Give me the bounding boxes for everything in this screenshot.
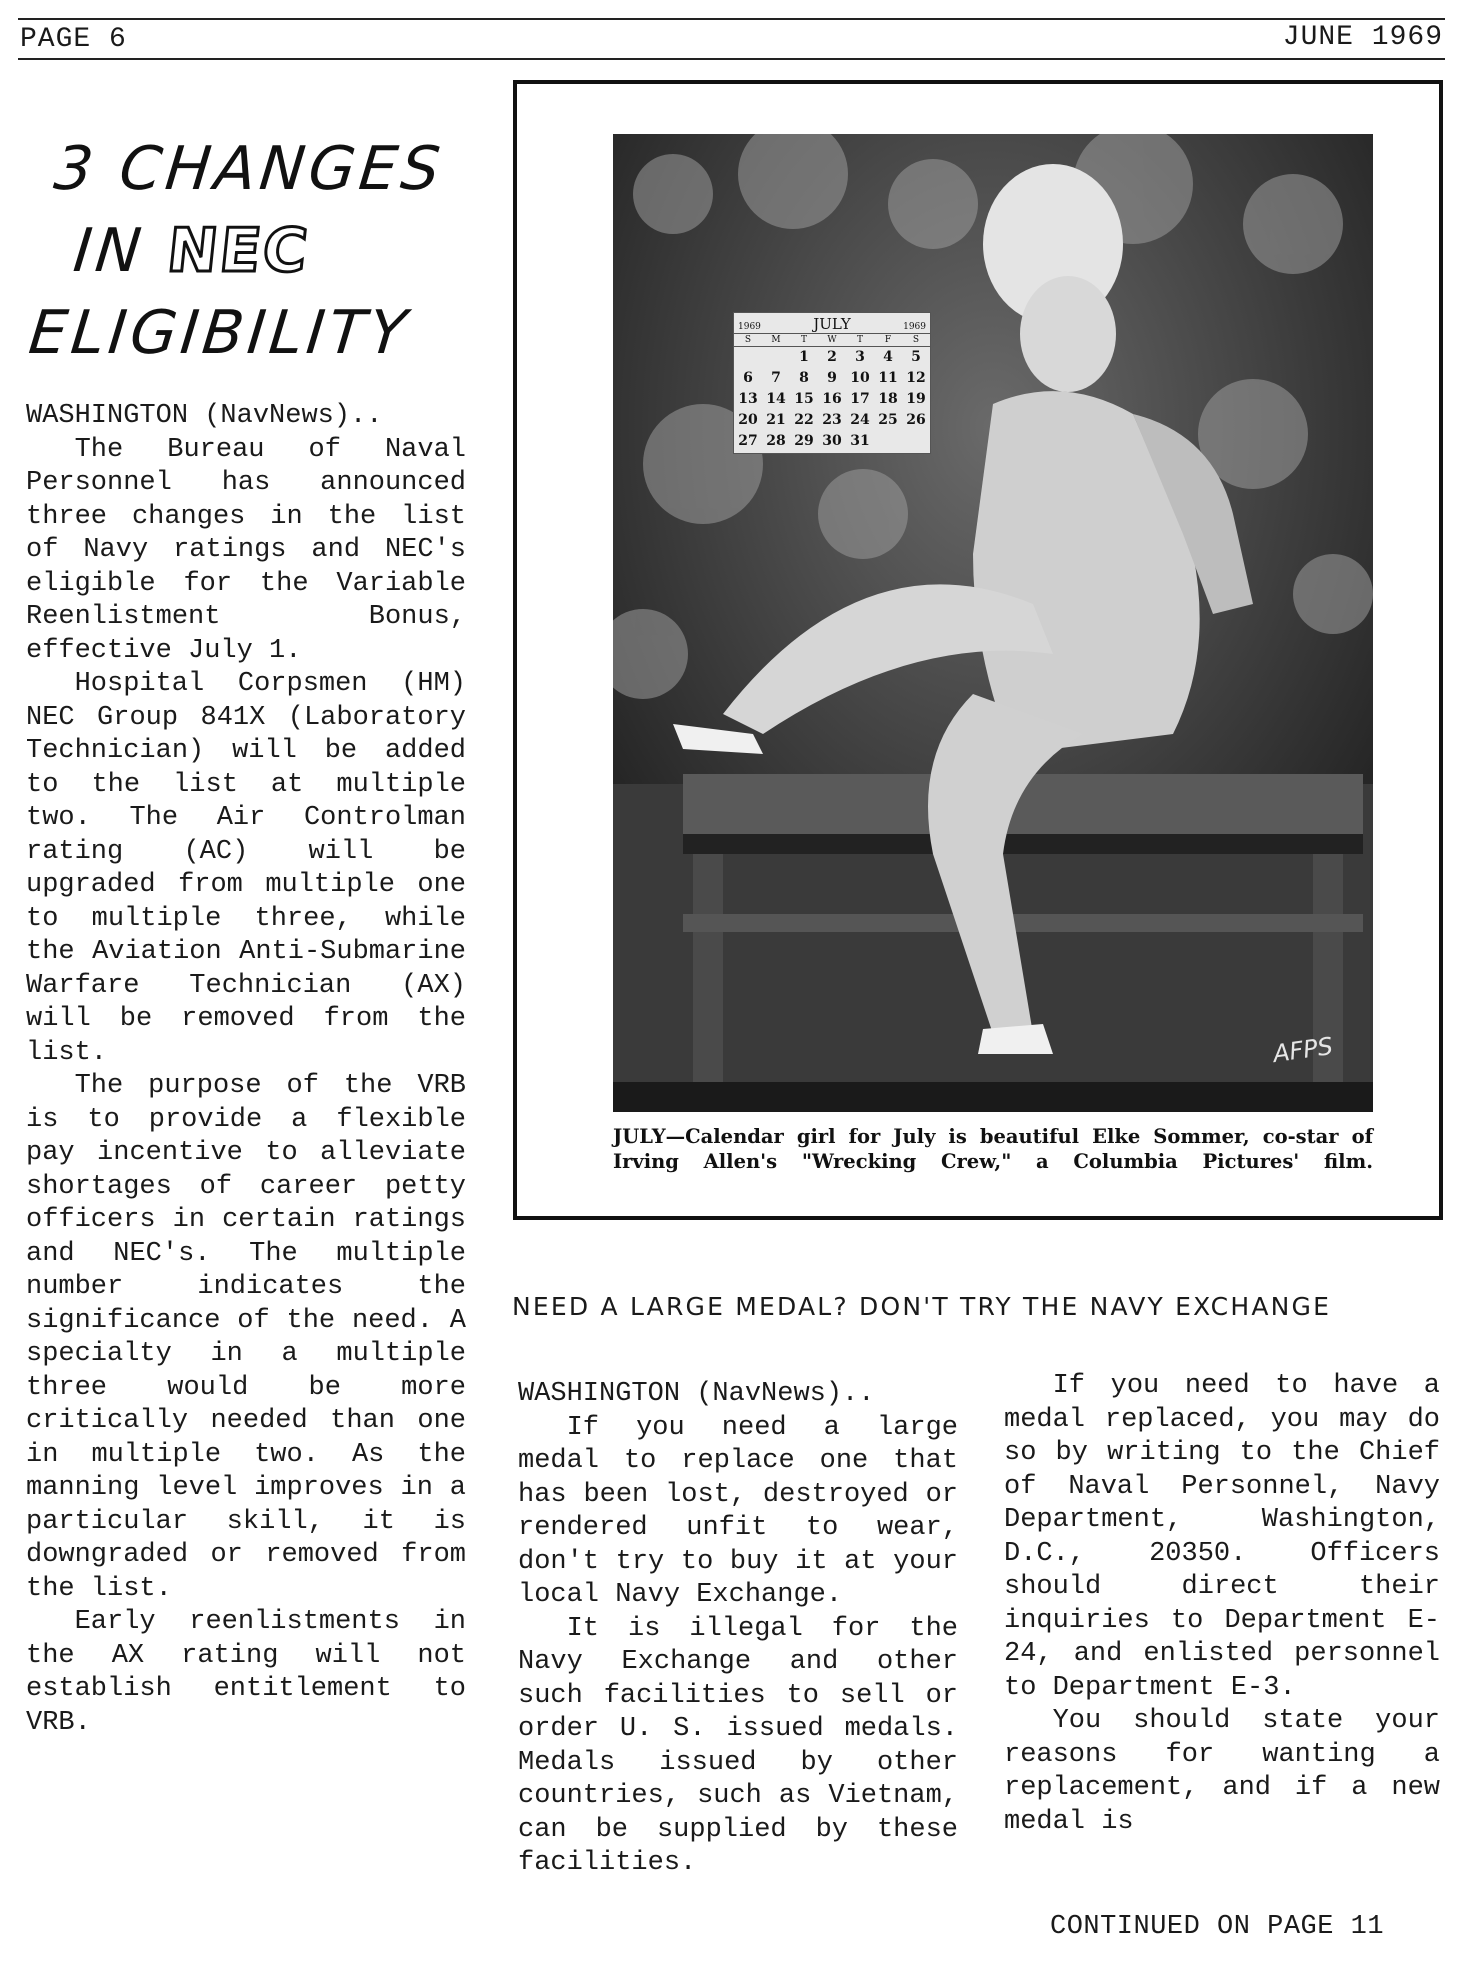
calendar-date: 4 <box>883 349 893 365</box>
article-paragraph: You should state your reasons for wanting a replacement, and if a new medal is <box>1004 1706 1440 1837</box>
calendar-date: 10 <box>850 370 870 386</box>
calendar-date: 23 <box>822 412 842 428</box>
calendar-date: 15 <box>794 391 814 407</box>
article-paragraph: If you need a large medal to replace one that has been lost, destroyed or rendered unfit to wear, don't try to buy it at your local Navy Exchange. <box>518 1412 958 1610</box>
article-paragraph: The Bureau of Naval Personnel has announced three changes in the list of Navy ratings and NEC's eligible for the Variable Reenlistment Bonus, effective July 1. <box>26 434 466 666</box>
calendar-date: 12 <box>906 370 926 386</box>
calendar-date: 27 <box>738 433 758 449</box>
headline-nec: NEC <box>163 216 313 286</box>
headline-in: IN <box>70 216 149 286</box>
calendar-weekday: T <box>856 335 863 345</box>
headline-nec-eligibility <box>25 128 511 374</box>
calendar-dates <box>734 347 930 452</box>
calendar-date: 20 <box>738 412 758 428</box>
calendar-date: 6 <box>743 370 753 386</box>
calendar-date: 24 <box>850 412 870 428</box>
calendar-date: 14 <box>766 391 786 407</box>
page-number: PAGE 6 <box>20 24 127 55</box>
photo-credit: AFPS <box>1271 1031 1335 1069</box>
calendar-weekday: W <box>827 335 837 345</box>
calendar-date: 9 <box>827 370 837 386</box>
photo-caption: JULY—Calendar girl for July is beautiful Elke Sommer, co-star of Irving Allen's "Wrecking Crew," a Columbia Pictures' film. <box>613 1125 1373 1173</box>
calendar-date: 8 <box>799 370 809 386</box>
calendar-header <box>734 313 930 333</box>
issue-date: JUNE 1969 <box>1282 22 1443 53</box>
calendar-date: 31 <box>850 433 870 449</box>
calendar-year-left: 1969 <box>738 322 761 332</box>
calendar-date: 28 <box>766 433 786 449</box>
calendar-date: 2 <box>827 349 837 365</box>
calendar-date: 7 <box>771 370 781 386</box>
article-medal-column-2 <box>1004 1370 1440 1839</box>
article-paragraph: If you need to have a medal replaced, you may do so by writing to the Chief of Naval Personnel, Navy Department, Washington, D.C., 20350. Officers should direct their inquiries to Department E-24, and enlisted personnel to Department E-3. <box>1004 1371 1440 1703</box>
photo-illustration <box>613 134 1373 1112</box>
article-dateline: WASHINGTON (NavNews).. <box>26 401 383 431</box>
headline-line-3: ELIGIBILITY <box>25 298 414 368</box>
article-paragraph: The purpose of the VRB is to provide a flexible pay incentive to alleviate shortages of career petty officers in certain ratings and NEC's. The multiple number indicates the significance of the need. A specialty in a multiple three would be more critically needed than one in multiple two. As the manning level improves in a particular skill, it is downgraded or removed from the list. <box>26 1071 466 1604</box>
calendar-date <box>734 347 762 368</box>
article-paragraph: Hospital Corpsmen (HM) NEC Group 841X (Laboratory Technician) will be added to the list at multiple two. The Air Controlman rating (AC) will be upgraded from multiple one to multiple three, while the Aviation Anti-Submarine Warfare Technician (AX) will be removed from the list. <box>26 669 466 1068</box>
calendar-date: 17 <box>850 391 870 407</box>
headline-line-1: 3 CHANGES <box>50 134 447 204</box>
page-header <box>18 18 1445 60</box>
article-medal-column-1 <box>518 1378 958 1881</box>
calendar-date: 25 <box>878 412 898 428</box>
calendar-date: 22 <box>794 412 814 428</box>
article-nec-column <box>26 400 466 1740</box>
calendar-date: 11 <box>878 370 898 386</box>
calendar-weekday: S <box>744 335 752 345</box>
calendar-date: 29 <box>794 433 814 449</box>
calendar-date: 5 <box>911 349 921 365</box>
continued-notice: CONTINUED ON PAGE 11 <box>1050 1912 1385 1942</box>
article-paragraph: Early reenlistments in the AX rating will not establish entitlement to VRB. <box>26 1607 466 1738</box>
photo-box <box>513 80 1443 1220</box>
calendar-month: JULY <box>813 315 851 333</box>
calendar-date: 13 <box>738 391 758 407</box>
calendar-weekday: F <box>884 335 892 345</box>
july-calendar <box>733 312 931 454</box>
calendar-weekday: S <box>912 335 920 345</box>
calendar-year-right: 1969 <box>903 322 926 332</box>
headline-line-2 <box>70 210 503 292</box>
article-paragraph: It is illegal for the Navy Exchange and other such facilities to sell or order U. S. issued medals. Medals issued by other countries, such as Vietnam, can be supplied by these facilities. <box>518 1613 958 1878</box>
calendar-date <box>902 431 930 452</box>
calendar-date: 30 <box>822 433 842 449</box>
calendar-date: 16 <box>822 391 842 407</box>
calendar-date: 21 <box>766 412 786 428</box>
calendar-girl-photo <box>613 134 1373 1112</box>
calendar-date: 19 <box>906 391 926 407</box>
calendar-date <box>874 431 902 452</box>
article-dateline: WASHINGTON (NavNews).. <box>518 1379 875 1409</box>
calendar-weekdays <box>734 333 930 347</box>
calendar-date: 26 <box>906 412 926 428</box>
calendar-date: 18 <box>878 391 898 407</box>
calendar-date <box>762 347 790 368</box>
calendar-weekday: T <box>800 335 807 345</box>
calendar-date: 3 <box>855 349 865 365</box>
calendar-date: 1 <box>799 349 809 365</box>
medal-headline: NEED A LARGE MEDAL? DON'T TRY THE NAVY EXCHANGE <box>512 1292 1332 1321</box>
calendar-weekday: M <box>771 335 781 345</box>
